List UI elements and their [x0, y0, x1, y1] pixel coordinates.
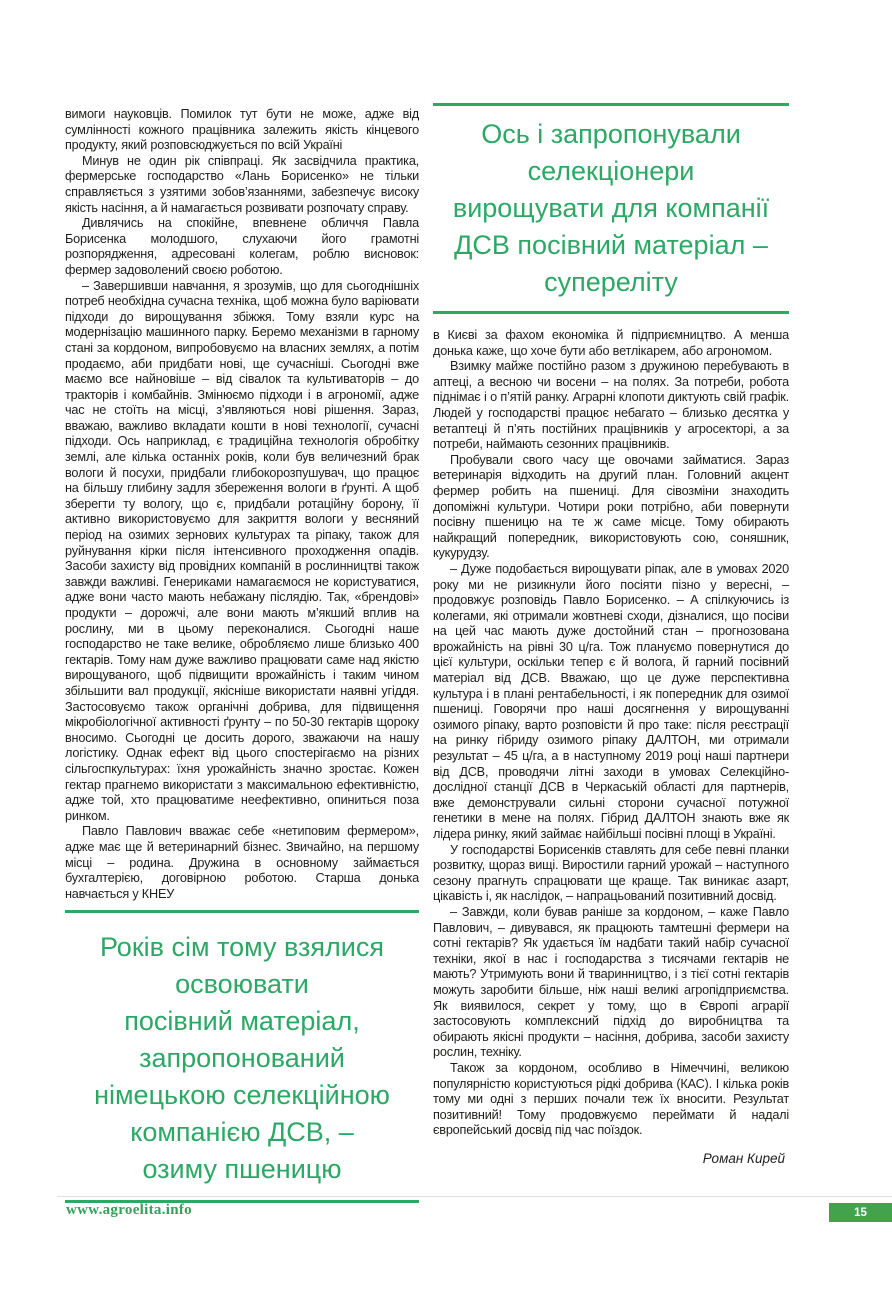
pullquote-line: супереліту [544, 267, 678, 297]
article-paragraph: Минув не один рік співпраці. Як засвідчила практика, фермерське господарство «Лань Борисенко» не тільки справляється з узятими зобов’язаннями, забезпечує високу якість насіння, а й намагається розвивати розпочату справу. [65, 153, 419, 215]
pullquote-line: вирощувати для компанії [452, 193, 770, 223]
author-byline: Роман Кирей [702, 1150, 785, 1166]
pullquote-line: запропонований [139, 1043, 345, 1074]
article-paragraph: Дивлячись на спокійне, впевнене обличчя Павла Борисенка молодшого, слухаючи його грамотні розпорядження, адресовані колегам, роблю висновок: фермер задоволений своєю роботою. [65, 216, 419, 277]
article-paragraph: У господарстві Борисенків ставлять для себе певні планки розвитку, щораз вищі. Виростили гарний урожай – наступного сезону прагнуть спрацювати ще краще. Так виникає азарт, цікавість і, як наслідок, – напрацьований позитивний досвід. [433, 842, 789, 904]
article-paragraph: Також за кордоном, особливо в Німеччині, великою популярністю користуються рідкі добрива (КАС). І кілька років тому ми одні з перших почали теж їх вносити. Результат позитивний! Тому продовжуємо переймати й надалі європейський досвід під час поїздок. [433, 1060, 789, 1138]
pullquote-line: освоювати [175, 969, 309, 1000]
footer-divider [57, 1196, 892, 1197]
pullquote-left [65, 910, 419, 1203]
pullquote-line: Ось і запропонували [481, 119, 741, 149]
article-paragraph: в Києві за фахом економіка й підприємництво. А менша донька каже, що хоче бути або ветлікарем, або агрономом. [433, 328, 789, 358]
article-paragraph: Взимку майже постійно разом з дружиною перебувають в аптеці, а весною чи восени – на полях. За потреби, робота піднімає і о п’ятій ранку. Аграрні клопоти диктують свій графік. Людей у господарстві працює небагато – близько десятка у ветаптеці й п’ять постійних працівників у агросекторі, а за потреби, наймають сезонних працівників. [433, 359, 789, 452]
right-column [433, 103, 789, 1166]
pullquote-line: озиму пшеницю [142, 1154, 342, 1185]
article-paragraph: Павло Павлович вважає себе «нетиповим фермером», адже має ще й ветеринарний бізнес. Звичайно, на першому місці – родина. Дружина в основному займається бухгалтерією, договірною роботою. Старша донька навчається у КНЕУ [65, 824, 419, 901]
pullquote-line: ДСВ посівний матеріал – [454, 230, 768, 260]
article-paragraph: вимоги науковців. Помилок тут бути не може, адже від сумлінності кожного працівника залежить якість кінцевого продукту, який розповсюджується по всій Україні [65, 107, 419, 153]
article-paragraph: – Завжди, коли бував раніше за кордоном, – каже Павло Павлович, – дивувався, як працюють тамтешні фермери на сотні гектарів? Як удається їм надбати такий набір сучасної техніки, якої в нас і господарства з тисячами гектарів не мають? Утримують вони й тваринництво, і з тієї сотні гектарів можуть заробити більше, ніж наші великі агропідприємства. Як виявилося, секрет у тому, що в Європі аграрії застосовують комплексний підхід до виробництва та обирають якісні продукти – насіння, добрива, засоби захисту рослин, техніку. [433, 904, 789, 1060]
article-paragraph: – Дуже подобається вирощувати ріпак, але в умовах 2020 року ми не ризикнули його посіяти пізно у вересні, – продовжує розповідь Павло Борисенко. – А спілкуючись із колегами, які отримали жовтневі сходи, дізналися, що посіви на цей час мають дуже достойний стан – прогнозована врожайність на рівні 30 ц/га. Тож плануємо повернутися до цієї культури, оскільки тепер є й волога, й гарний посівний матеріал від ДСВ. Вважаю, що це дуже перспективна культура і в плані рентабельності, і як попередник для озимої пшениці. Говорячи про наші досягнення у вирощуванні озимого ріпаку, варто розповісти й про таке: після реєстрації на ринку гібриду озимого ріпаку ДАЛТОН, ми отримали результат – 45 ц/га, а в наступному 2019 році наші партнери від ДСВ, проводячи літні заходи в умовах Селекційно-дослідної станції ДСВ в Черкаській області для партнерів, вже демонстрували сильні сторони сучасної потужної генетики в мене на полях. Гібрид ДАЛТОН знають вже як лідера ринку, який займає найбільші посівні площі в Україні. [433, 561, 789, 841]
article-paragraph: – Завершивши навчання, я зрозумів, що для сьогоднішніх потреб необхідна сучасна техніка, щоб можна було варіювати підходи до вирощування збіжжя. Тому взяли курс на модернізацію машинного парку. Беремо механізми в гарному стані за кордоном, випробовуємо на власних землях, а потім продаємо, аби придбати нові, ще сучасніші. Сьогодні вже маємо все найновіше – від сівалок та культиваторів – до тракторів і комбайнів. Змінюємо підходи і в агрономії, адже час не стоїть на місці, з’являються нові рішення. Зараз, вважаю, важливо вкладати кошти в нові технології, сучасні підходи. Ось наприклад, є традиційна технологія обробітку землі, але кілька останніх років, коли був величезний брак вологи й посухи, придбали глибокорозпушувач, що працює на більшу глибину задля збереження вологи в ґрунті. А щоб зберегти ту вологу, що є, придбали ротаційну борону, її активно використовуємо для закриття вологи у весняний період на озимих зернових культурах та ріпаку, також для руйнування кірки після інтенсивного проходження опадів. Засоби захисту від провідних компаній в рослинництві також завжди важливі. Генериками намагаємося не користуватися, адже вони часто мають небажану післядію. Так, «брендові» продукти – дорожчі, але вони мають м’якший вплив на рослину, ми в цьому переконалися. Сьогодні наше господарство не таке велике, обробляємо лише близько 400 гектарів. Тому нам дуже важливо працювати саме над якістю вирощуваного, щоб підвищити врожайність і таким чином збільшити вал продукції, якісніше використати наявні угіддя. Застосовуємо також органічні добрива, для підвищення мікробіологічної активності ґрунту – по 50-30 гектарів щороку вносимо. Сьогодні це досить дорого, зважаючи на нашу логістику. Однак ефект від цього спостерігаємо на різних сільгоспкультурах: їхня урожайність значно зростає. Кожен гектар прагнемо використати з максимальною ефективністю, адже той, хто працюватиме неефективно, опиниться поза ринком. [65, 278, 419, 823]
right-column-body [433, 328, 789, 1166]
pullquote-rule-bottom [433, 311, 789, 314]
pullquote-right [433, 103, 789, 314]
pullquote-line: Років сім тому взялися [99, 932, 384, 963]
pullquote-line: німецькою селекційною [94, 1080, 390, 1111]
pullquote-line: посівний матеріал, [124, 1006, 360, 1037]
website-link[interactable]: www.agroelita.info [66, 1202, 192, 1218]
article-paragraph: Пробували свого часу ще овочами займатися. Зараз ветеринарія відходить на другий план. Головний акцент фермер робить на пшениці. Для сівозміни знаходить допоміжні культури. Чотири роки потрібно, аби повернути посівну пшеницю на те ж саме місце. Тому обирають найкращий попередник, використовують сою, соняшник, кукурудзу. [433, 452, 789, 561]
pullquote-line: селекціонери [527, 156, 695, 186]
pullquote-line: компанією ДСВ, – [130, 1117, 354, 1148]
left-column [65, 107, 419, 1203]
page-number-badge: 15 [829, 1203, 892, 1222]
